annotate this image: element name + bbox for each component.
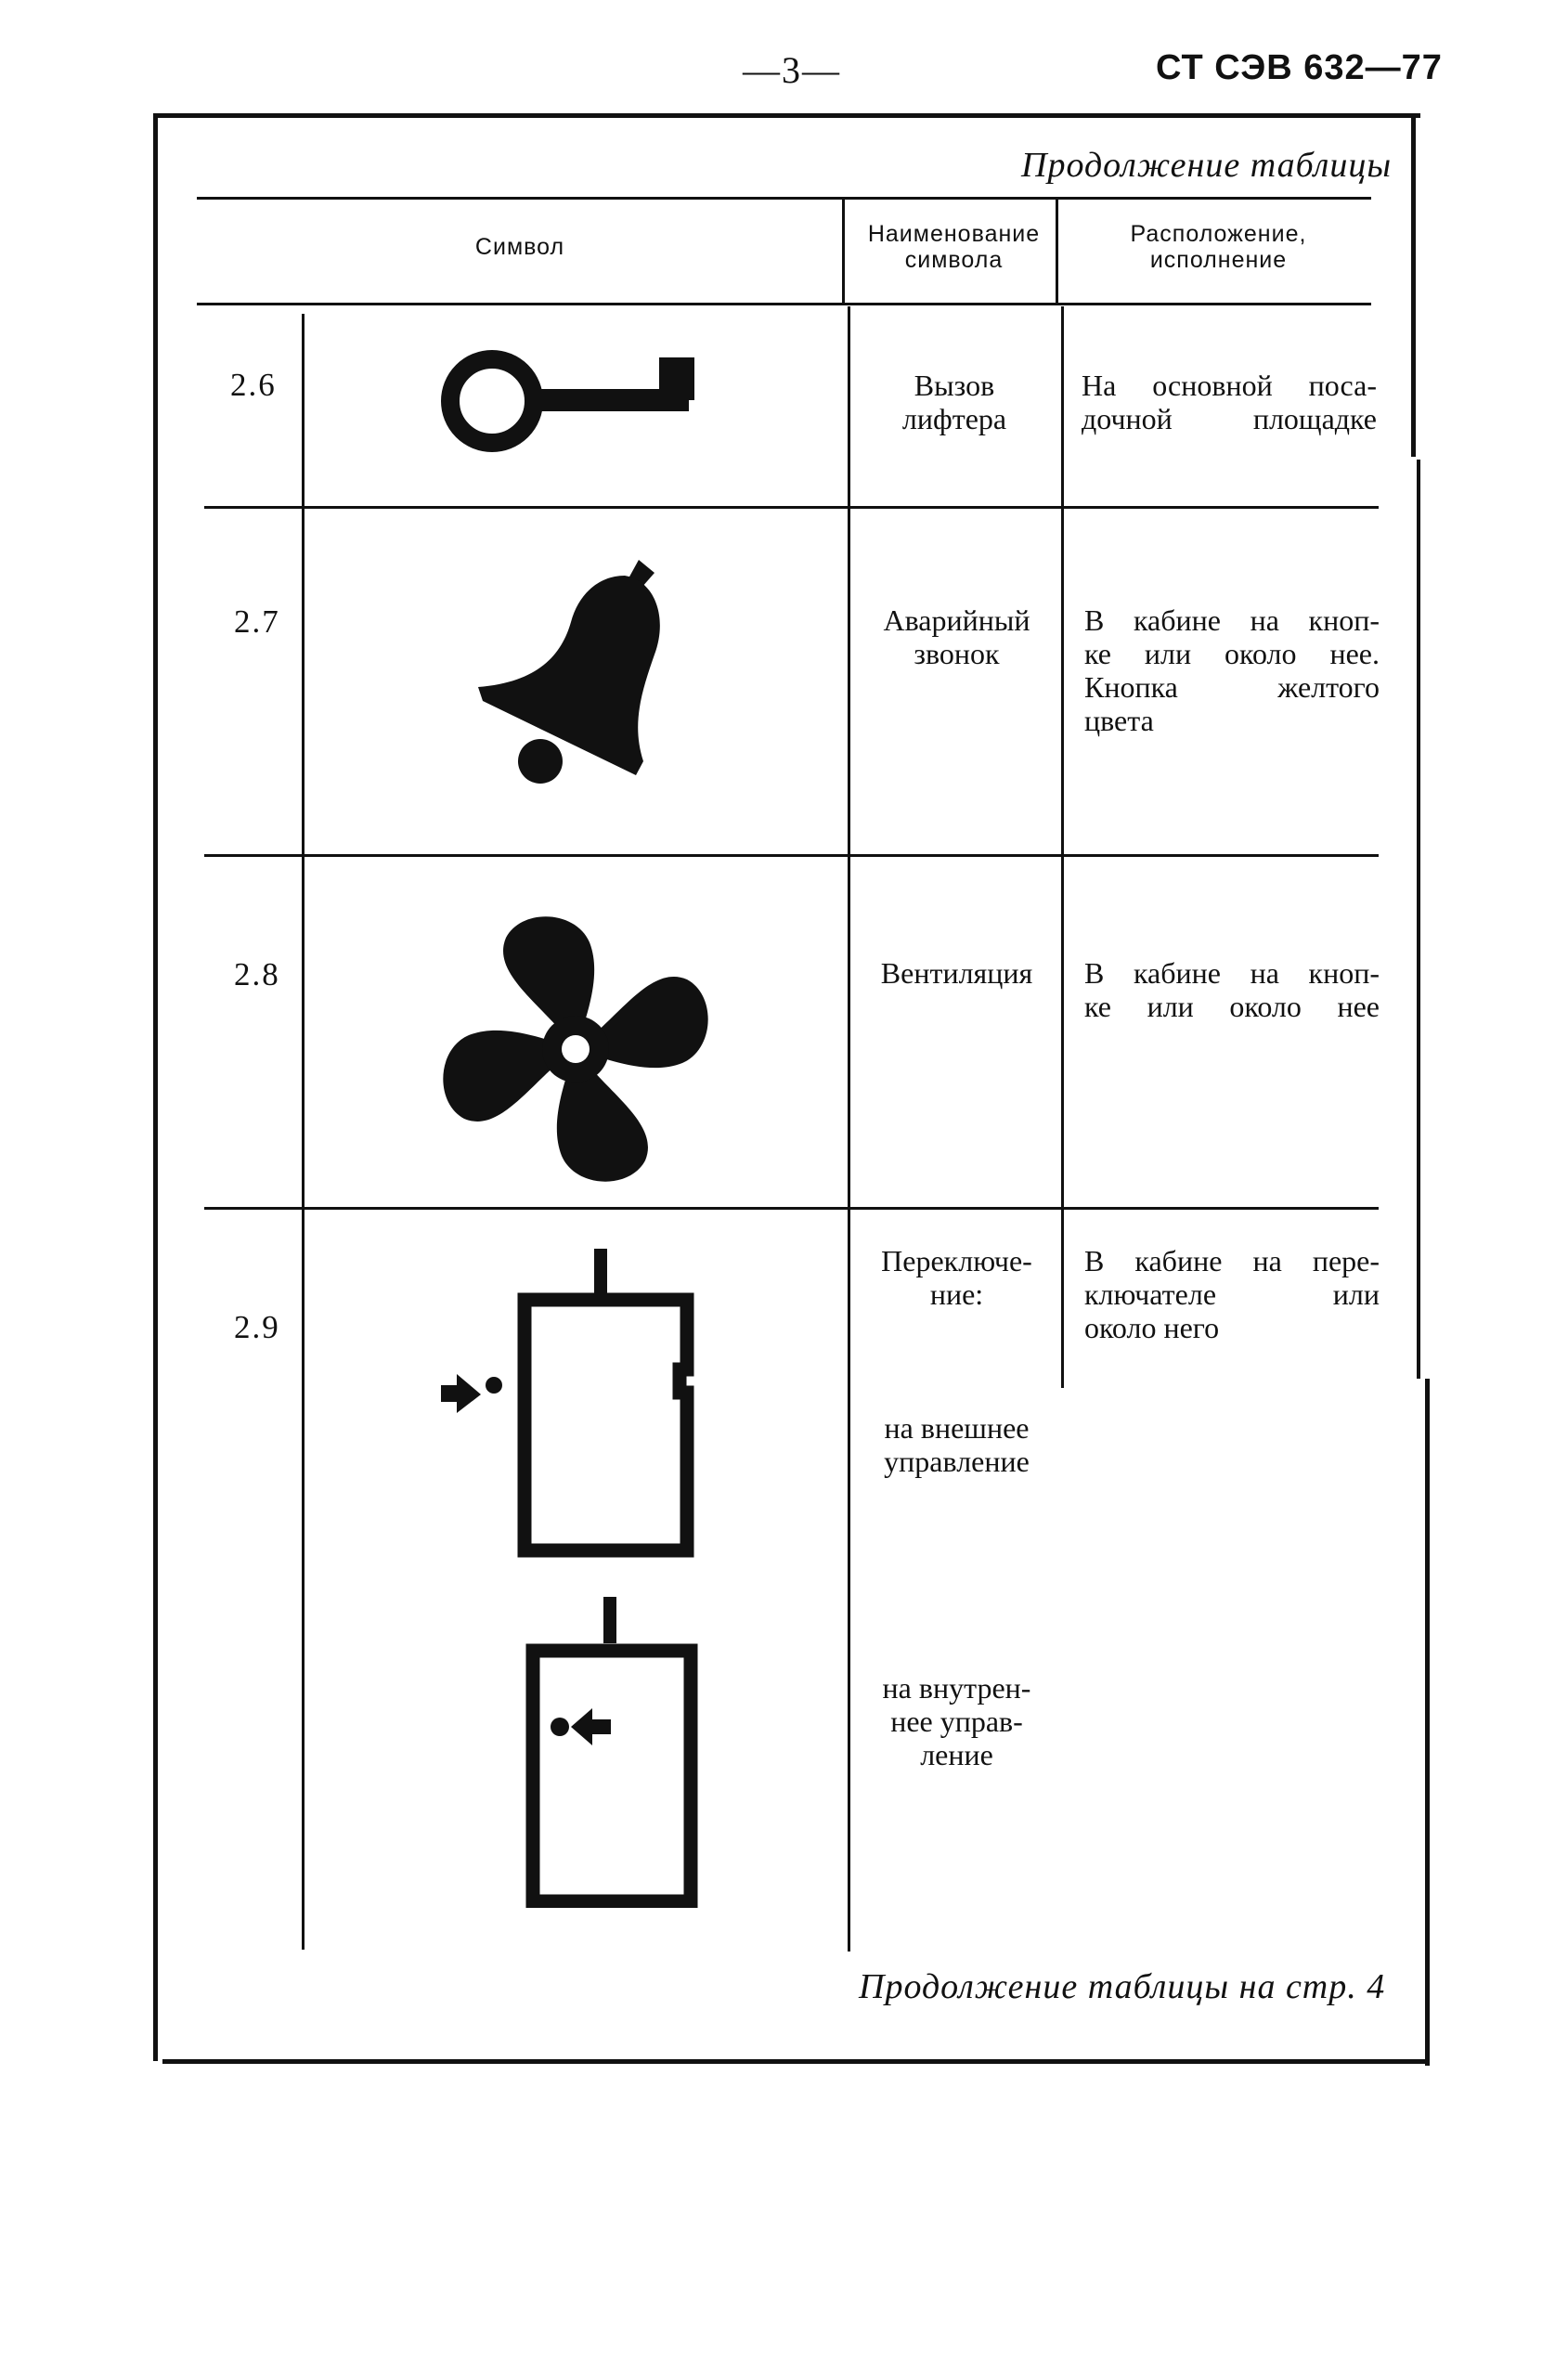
fan-icon: [436, 910, 715, 1188]
row-location: На основной поса- дочной площадке: [1082, 369, 1377, 435]
row-location: В кабине на кноп- ке или около нее. Кнопка желтого цвета: [1084, 603, 1380, 737]
sub-option-internal: на внутрен- нее управ- ление: [882, 1671, 1031, 1771]
location-column-divider: [1061, 306, 1064, 1388]
standard-code: СТ СЭВ 632—77: [1156, 48, 1443, 87]
sub-option-external: на внешнее управление: [884, 1411, 1030, 1478]
row-separator-2: [204, 854, 1379, 857]
switch-external-icon: [436, 1244, 706, 1560]
frame-bottom: [162, 2059, 1430, 2064]
row-name: Переключе- ние:: [881, 1244, 1032, 1311]
name-column-divider: [848, 306, 850, 1952]
number-column-divider: [302, 314, 305, 1950]
row-number: 2.8: [234, 956, 280, 992]
row-location: В кабине на пере- ключателе или около него: [1084, 1244, 1380, 1344]
frame-left: [153, 113, 158, 2061]
frame-right-upper: [1411, 113, 1416, 457]
key-icon: [436, 344, 715, 455]
row-separator-1: [204, 506, 1379, 509]
switch-internal-icon: [520, 1592, 706, 1908]
row-name: Вызов лифтера: [901, 369, 1007, 435]
row-separator-3: [204, 1207, 1379, 1210]
table-header-bottom-rule: [197, 303, 1371, 305]
row-number: 2.6: [230, 367, 277, 403]
table-header-top-rule: [197, 197, 1371, 200]
row-name: Вентиляция: [880, 956, 1033, 990]
header-divider-2: [1056, 197, 1058, 303]
column-header-symbol: Символ: [474, 234, 565, 260]
continuation-top: Продолжение таблицы: [1021, 146, 1393, 185]
row-number: 2.9: [234, 1309, 280, 1345]
frame-right-lower: [1425, 1379, 1430, 2066]
frame-right-mid: [1417, 460, 1420, 1379]
column-header-location: Расположение, исполнение: [1130, 221, 1307, 273]
column-header-name: Наименование символа: [867, 221, 1041, 273]
continuation-bottom: Продолжение таблицы на стр. 4: [859, 1967, 1386, 2006]
page-number: —3—: [743, 49, 841, 91]
frame-top: [153, 113, 1420, 118]
row-name: Аварийный звонок: [883, 603, 1030, 670]
row-number: 2.7: [234, 603, 280, 640]
header-divider-1: [842, 197, 845, 303]
row-location: В кабине на кноп- ке или около нее: [1084, 956, 1380, 1023]
bell-icon: [469, 552, 682, 794]
